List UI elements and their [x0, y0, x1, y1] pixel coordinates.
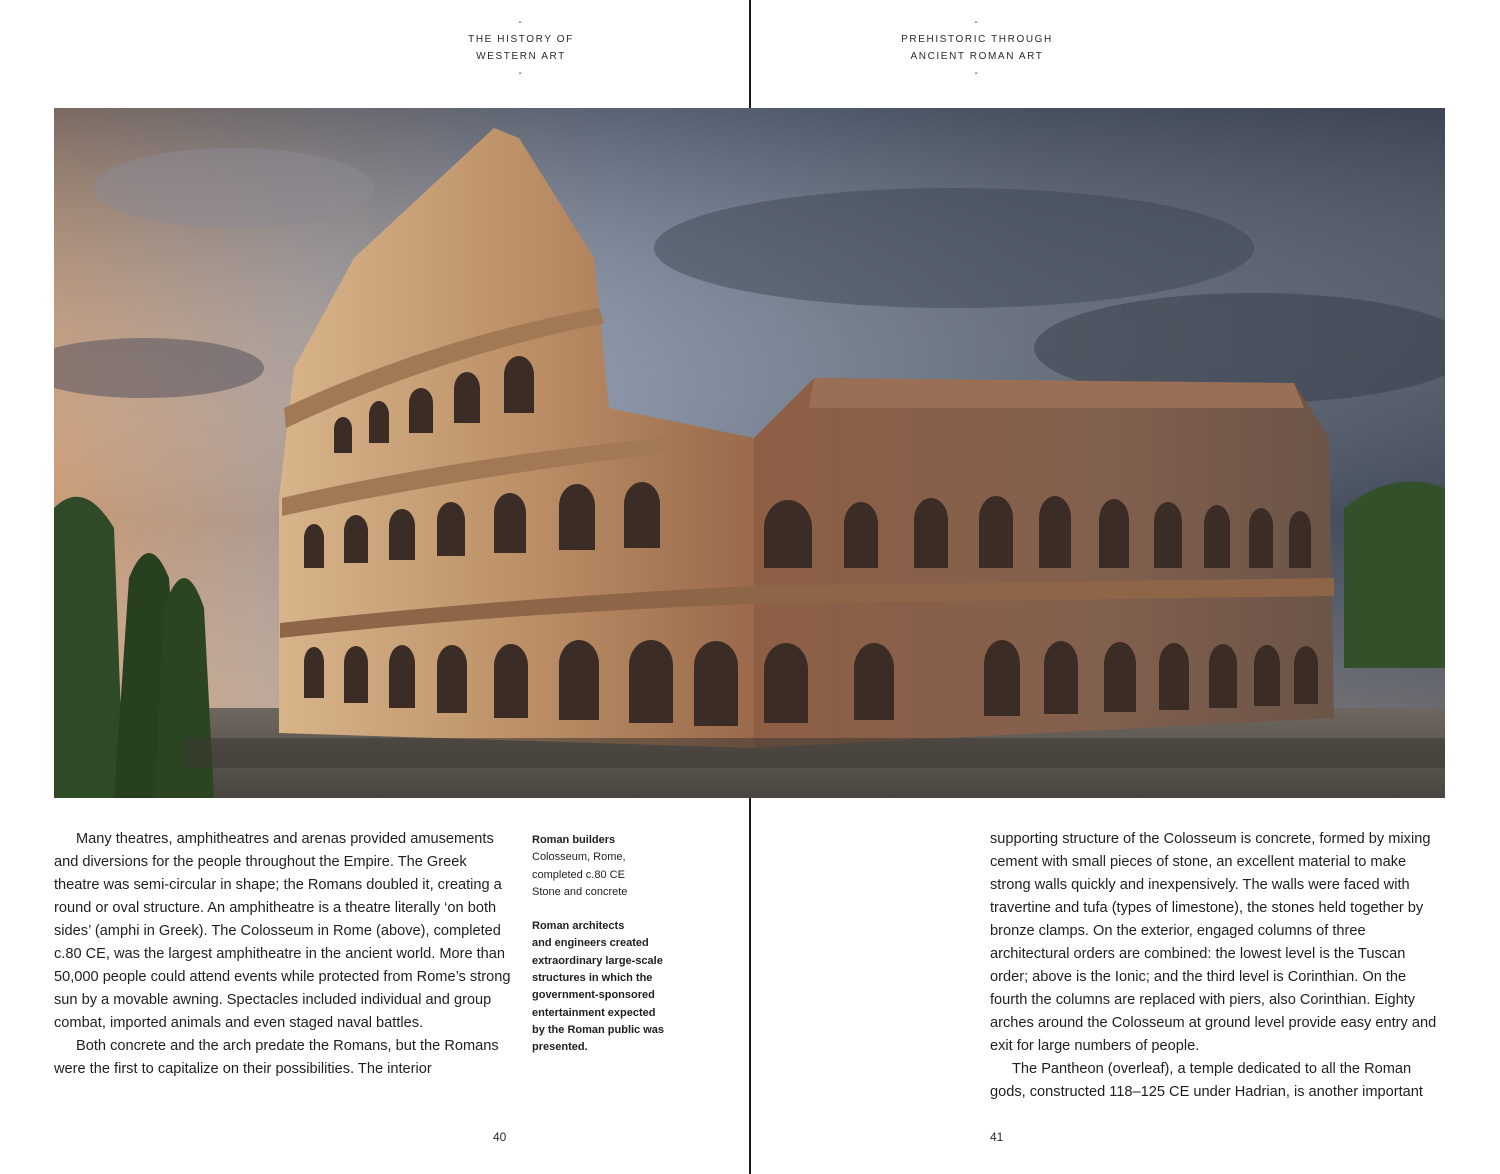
caption-note-line: extraordinary large-scale: [532, 954, 663, 967]
caption-note-line: by the Roman public was: [532, 1023, 665, 1036]
right-running-head: [827, 14, 1127, 82]
running-head-line-2: ANCIENT ROMAN ART: [910, 51, 1044, 62]
page-number-left: 40: [493, 1130, 507, 1144]
right-body-text: [990, 828, 1440, 1104]
running-head-line-2: WESTERN ART: [476, 51, 566, 62]
caption-line-2: completed c.80 CE: [532, 868, 625, 881]
left-paragraph-1: Many theatres, amphitheatres and arenas provided amusements and diversions for the people throughout the Empire. The Greek theatre was semi-circular in shape; the Romans doubled it, creating a round or oval structure. An amphitheatre is a theatre literally ‘on both sides’ (amphi in Greek). The Colosseum in Rome (above), completed c.80 CE, was the largest amphitheatre in the ancient world. More than 50,000 people could attend events while protected from Rome’s strong sun by a movable awning. Spectacles included individual and group combat, imported animals and even staged naval battles.: [54, 831, 511, 1031]
caption-line-1: Colosseum, Rome,: [532, 851, 626, 864]
caption-note-line: and engineers created: [532, 937, 649, 950]
caption-note: [532, 918, 682, 1056]
running-head-line-1: THE HISTORY OF: [468, 34, 574, 45]
left-paragraph-2: Both concrete and the arch predate the Romans, but the Romans were the first to capitalize on their possibilities. The interior: [54, 1038, 499, 1077]
running-head-line-1: PREHISTORIC THROUGH: [901, 34, 1053, 45]
caption-title: Roman builders: [532, 834, 616, 846]
caption-line-3: Stone and concrete: [532, 885, 628, 898]
running-head-ornament-top: -: [974, 17, 980, 28]
colosseum-illustration: [54, 108, 1445, 798]
right-paragraph-1: supporting structure of the Colosseum is concrete, formed by mixing cement with small pieces of stone, an excellent material to make strong walls quickly and inexpensively. The walls were faced with travertine and tufa (types of limestone), the stones held together by bronze clamps. On the exterior, engaged columns of three architectural orders are combined: the lowest level is the Tuscan order; above is the Ionic; and the third level is Corinthian. On the fourth the columns are replaced with piers, also Corinthian. Eighty arches around the Colosseum at ground level provide easy entry and exit for large numbers of people.: [990, 831, 1437, 1054]
running-head-ornament-top: -: [518, 17, 524, 28]
left-running-head: [371, 14, 671, 82]
right-paragraph-2: The Pantheon (overleaf), a temple dedicated to all the Roman gods, constructed 118–125 CE under Hadrian, is another important: [990, 1061, 1423, 1100]
caption-note-line: structures in which the: [532, 972, 653, 985]
page-number-right: 41: [990, 1130, 1004, 1144]
left-body-text: [54, 828, 512, 1081]
caption-note-line: presented.: [532, 1041, 588, 1054]
image-caption: [532, 832, 682, 1057]
caption-note-line: entertainment expected: [532, 1006, 656, 1019]
running-head-ornament-bottom: -: [518, 68, 524, 79]
colosseum-photo: [54, 108, 1445, 798]
caption-note-line: government-sponsored: [532, 989, 655, 1002]
caption-note-line: Roman architects: [532, 920, 625, 933]
running-head-ornament-bottom: -: [974, 68, 980, 79]
